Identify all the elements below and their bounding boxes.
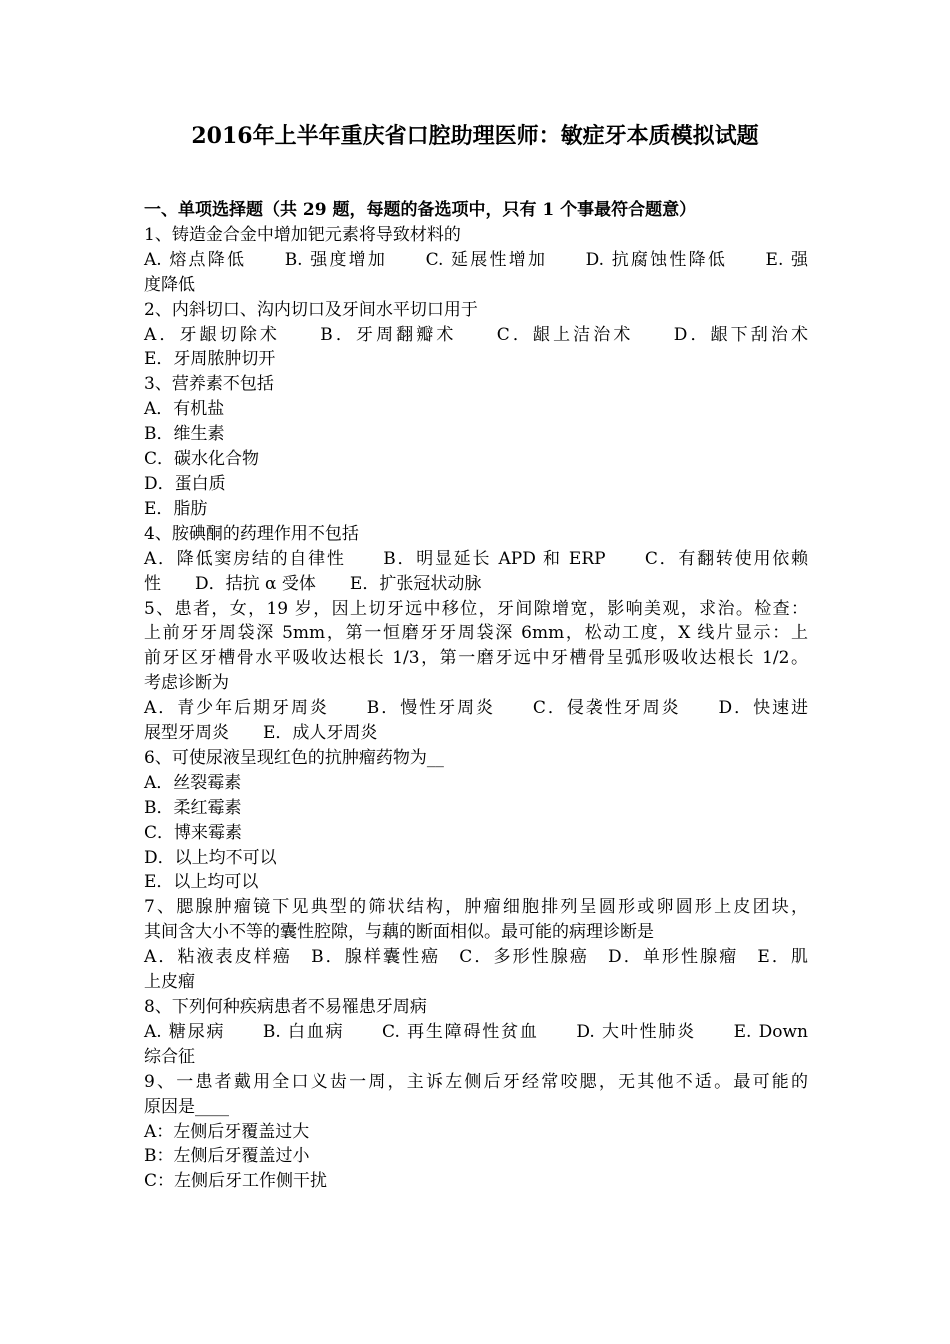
text-line: 6、可使尿液呈现红色的抗肿瘤药物为__ <box>144 747 444 768</box>
text-line: A. 熔点降低 B. 强度增加 C. 延展性增加 D. 抗腐蚀性降低 E. 强 <box>144 249 808 270</box>
section-heading: 一、单项选择题（共 29 题，每题的备选项中，只有 1 个事最符合题意） <box>144 200 697 220</box>
text-line: 上前牙牙周袋深 5mm，第一恒磨牙牙周袋深 6mm，松动工度，X 线片显示：上 <box>144 623 808 644</box>
text-line: A．有机盐 <box>144 399 225 420</box>
text-line: 展型牙周炎 E．成人牙周炎 <box>144 723 378 744</box>
text-line: C．碳水化合物 <box>144 449 260 470</box>
text-line: 5、患者，女，19 岁，因上切牙远中移位，牙间隙增宽，影响美观，求治。检查： <box>144 598 808 619</box>
text-line: A．丝裂霉素 <box>144 772 242 793</box>
text-line: 1、铸造金合金中增加钯元素将导致材料的 <box>144 224 461 245</box>
text-line: 9、一患者戴用全口义齿一周，主诉左侧后牙经常咬腮，无其他不适。最可能的 <box>144 1071 808 1092</box>
text-line: E．牙周脓肿切开 <box>144 349 276 370</box>
text-line: A．降低窦房结的自律性 B．明显延长 APD 和 ERP C．有翻转使用依赖 <box>144 548 808 569</box>
text-line: A．牙龈切除术 B．牙周翻瓣术 C．龈上洁治术 D．龈下刮治术 <box>144 324 808 345</box>
text-line: 综合征 <box>144 1046 195 1067</box>
text-line: 2、内斜切口、沟内切口及牙间水平切口用于 <box>144 299 478 320</box>
text-line: B：左侧后牙覆盖过小 <box>144 1146 310 1167</box>
text-line: A．粘液表皮样癌 B．腺样囊性癌 C．多形性腺癌 D．单形性腺瘤 E．肌 <box>144 947 808 968</box>
document-title: 2016年上半年重庆省口腔助理医师：敏症牙本质模拟试题 <box>191 123 759 149</box>
text-line: 考虑诊断为 <box>144 673 229 694</box>
text-line: D．以上均不可以 <box>144 847 277 868</box>
text-line: 3、营养素不包括 <box>144 374 274 395</box>
text-line: D．蛋白质 <box>144 473 226 494</box>
text-line: 上皮瘤 <box>144 972 195 993</box>
text-line: 度降低 <box>144 274 195 295</box>
text-line: 性 D．拮抗 α 受体 E．扩张冠状动脉 <box>144 573 482 594</box>
document-body <box>144 198 808 1194</box>
text-line: 原因是____ <box>144 1096 229 1117</box>
text-line: B．柔红霉素 <box>144 797 242 818</box>
text-line: E．脂肪 <box>144 498 208 519</box>
text-line: C．博来霉素 <box>144 822 243 843</box>
text-line: A. 糖尿病 B. 白血病 C. 再生障碍性贫血 D. 大叶性肺炎 E. Down <box>144 1021 808 1042</box>
text-line: C：左侧后牙工作侧干扰 <box>144 1171 328 1192</box>
text-line: 前牙区牙槽骨水平吸收达根长 1/3，第一磨牙远中牙槽骨呈弧形吸收达根长 1/2。 <box>144 648 808 669</box>
text-line: E．以上均可以 <box>144 872 259 893</box>
text-line: A．青少年后期牙周炎 B．慢性牙周炎 C．侵袭性牙周炎 D．快速进 <box>144 698 808 719</box>
text-line: 其间含大小不等的囊性腔隙，与藕的断面相似。最可能的病理诊断是 <box>144 922 654 943</box>
text-line: A：左侧后牙覆盖过大 <box>144 1121 310 1142</box>
text-line: 4、胺碘酮的药理作用不包括 <box>144 523 359 544</box>
text-line: B．维生素 <box>144 424 225 445</box>
text-line: 8、下列何种疾病患者不易罹患牙周病 <box>144 997 427 1017</box>
text-line: 7、腮腺肿瘤镜下见典型的筛状结构，肿瘤细胞排列呈圆形或卵圆形上皮团块， <box>144 897 808 918</box>
